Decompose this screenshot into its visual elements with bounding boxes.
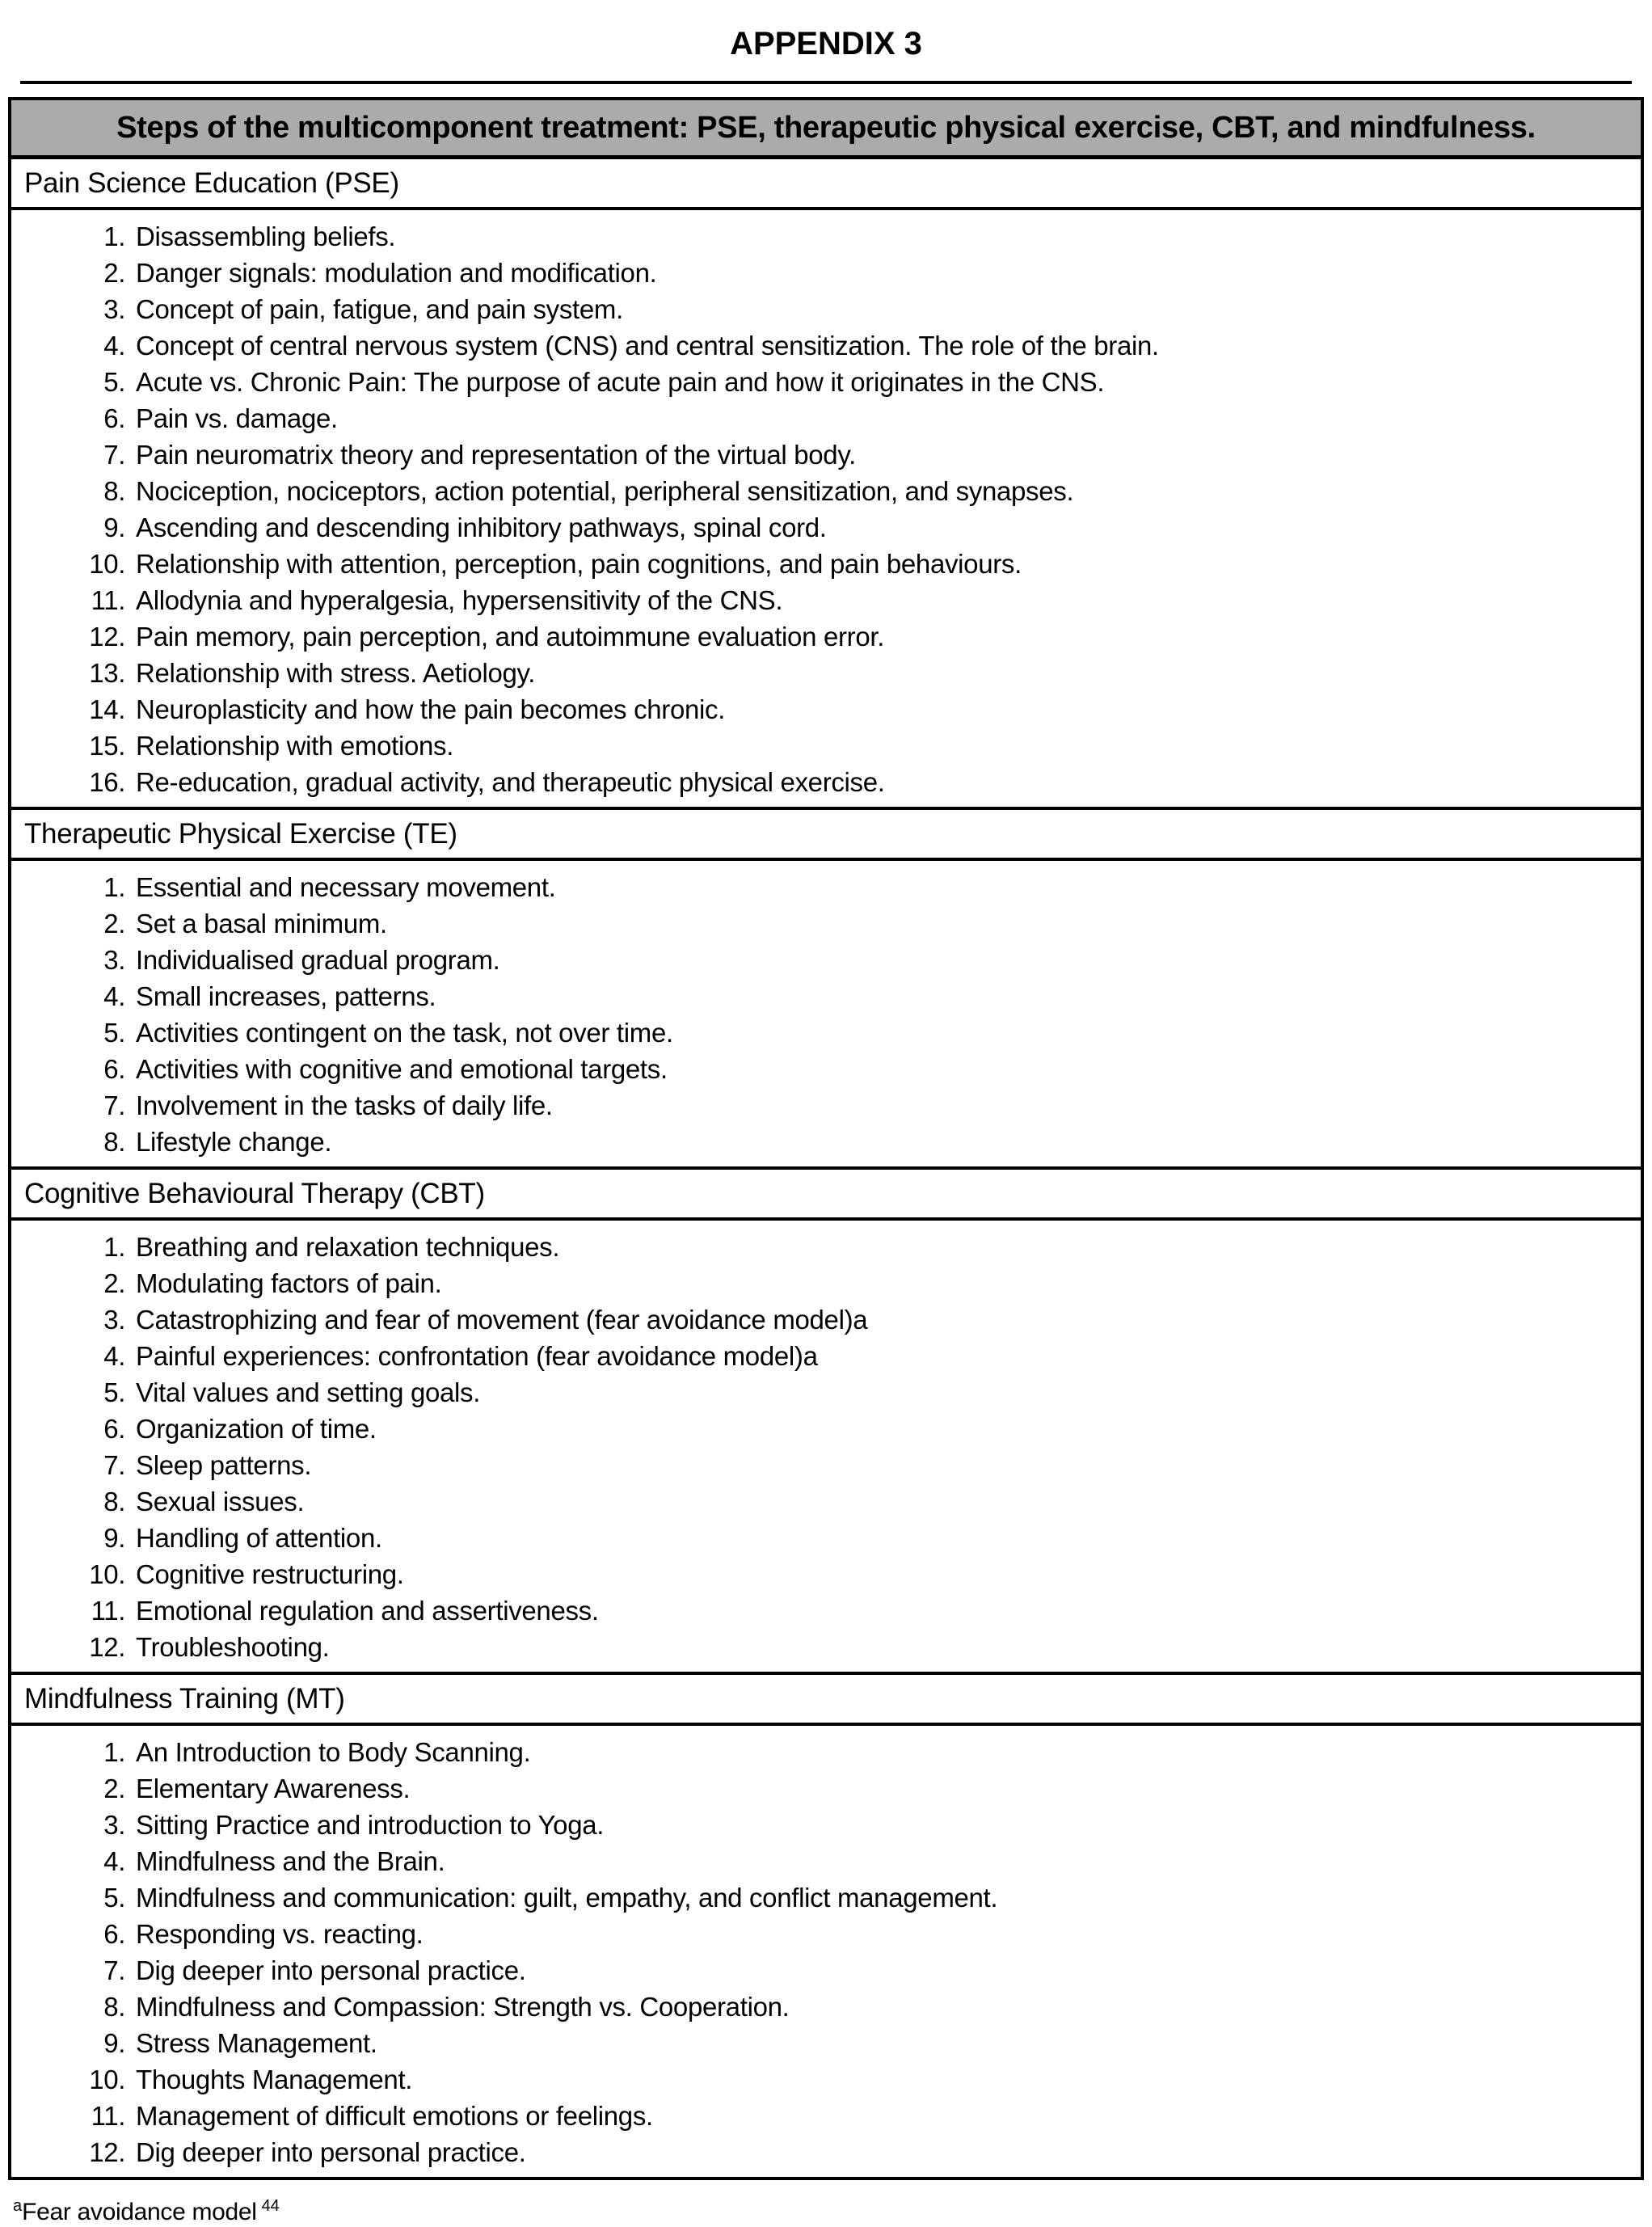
te-item-list [11, 869, 1628, 1160]
list-item: 2. Elementary Awareness. [133, 1770, 1628, 1807]
list-item: 7. Dig deeper into personal practice. [133, 1952, 1628, 1989]
list-item: 11. Allodynia and hyperalgesia, hypersensitivity of the CNS. [133, 582, 1628, 618]
list-item: 3. Individualised gradual program. [133, 942, 1628, 978]
list-item: 4. Painful experiences: confrontation (fear avoidance model)a [133, 1338, 1628, 1374]
section-body-pse [11, 210, 1641, 810]
list-item: 4. Mindfulness and the Brain. [133, 1843, 1628, 1879]
list-item: 1. Breathing and relaxation techniques. [133, 1229, 1628, 1265]
list-item: 5. Vital values and setting goals. [133, 1374, 1628, 1411]
list-item: 7. Involvement in the tasks of daily life. [133, 1087, 1628, 1124]
list-item: 4. Small increases, patterns. [133, 978, 1628, 1014]
footnote [13, 2191, 1652, 2227]
list-item: 1. Essential and necessary movement. [133, 869, 1628, 905]
list-item: 8. Sexual issues. [133, 1483, 1628, 1520]
title-divider [20, 81, 1632, 84]
list-item: 12. Troubleshooting. [133, 1629, 1628, 1665]
list-item: 2. Danger signals: modulation and modification. [133, 255, 1628, 291]
list-item: 3. Catastrophizing and fear of movement (fear avoidance model)a [133, 1301, 1628, 1338]
list-item: 9. Handling of attention. [133, 1520, 1628, 1556]
list-item: 12. Pain memory, pain perception, and autoimmune evaluation error. [133, 618, 1628, 655]
list-item: 16. Re-education, gradual activity, and therapeutic physical exercise. [133, 764, 1628, 800]
list-item: 5. Mindfulness and communication: guilt, empathy, and conflict management. [133, 1879, 1628, 1916]
list-item: 11. Emotional regulation and assertiveness. [133, 1592, 1628, 1629]
list-item: 12. Dig deeper into personal practice. [133, 2134, 1628, 2170]
list-item: 4. Concept of central nervous system (CNS) and central sensitization. The role of the brain. [133, 327, 1628, 364]
list-item: 8. Lifestyle change. [133, 1124, 1628, 1160]
footnote-marker: a [13, 2197, 23, 2215]
list-item: 2. Modulating factors of pain. [133, 1265, 1628, 1301]
list-item: 13. Relationship with stress. Aetiology. [133, 655, 1628, 691]
list-item: 8. Mindfulness and Compassion: Strength vs. Cooperation. [133, 1989, 1628, 2025]
list-item: 6. Responding vs. reacting. [133, 1916, 1628, 1952]
list-item: 1. An Introduction to Body Scanning. [133, 1734, 1628, 1770]
mt-item-list [11, 1734, 1628, 2170]
list-item: 10. Relationship with attention, perception, pain cognitions, and pain behaviours. [133, 546, 1628, 582]
section-header-te: Therapeutic Physical Exercise (TE) [11, 810, 1641, 861]
list-item: 1. Disassembling beliefs. [133, 218, 1628, 255]
section-header-mt: Mindfulness Training (MT) [11, 1675, 1641, 1726]
list-item: 5. Acute vs. Chronic Pain: The purpose of acute pain and how it originates in the CNS. [133, 364, 1628, 400]
list-item: 5. Activities contingent on the task, not over time. [133, 1014, 1628, 1051]
section-body-cbt [11, 1221, 1641, 1675]
section-body-mt [11, 1726, 1641, 2177]
list-item: 6. Activities with cognitive and emotional targets. [133, 1051, 1628, 1087]
list-item: 15. Relationship with emotions. [133, 728, 1628, 764]
list-item: 10. Thoughts Management. [133, 2061, 1628, 2098]
section-body-te [11, 861, 1641, 1170]
treatment-steps-table [8, 97, 1644, 2180]
cbt-item-list [11, 1229, 1628, 1665]
section-header-pse: Pain Science Education (PSE) [11, 159, 1641, 210]
footnote-text: Fear avoidance model [22, 2199, 257, 2225]
list-item: 9. Stress Management. [133, 2025, 1628, 2061]
list-item: 3. Concept of pain, fatigue, and pain system. [133, 291, 1628, 327]
list-item: 7. Pain neuromatrix theory and representation of the virtual body. [133, 437, 1628, 473]
list-item: 2. Set a basal minimum. [133, 905, 1628, 942]
list-item: 8. Nociception, nociceptors, action potential, peripheral sensitization, and synapses. [133, 473, 1628, 509]
list-item: 7. Sleep patterns. [133, 1447, 1628, 1483]
table-title: Steps of the multicomponent treatment: PSE, therapeutic physical exercise, CBT, and mindfulness. [11, 100, 1641, 159]
page-title: APPENDIX 3 [730, 26, 922, 61]
list-item: 6. Organization of time. [133, 1411, 1628, 1447]
list-item: 11. Management of difficult emotions or feelings. [133, 2098, 1628, 2134]
list-item: 10. Cognitive restructuring. [133, 1556, 1628, 1592]
footnote-ref: 44 [261, 2197, 280, 2215]
section-header-cbt: Cognitive Behavioural Therapy (CBT) [11, 1170, 1641, 1221]
list-item: 9. Ascending and descending inhibitory pathways, spinal cord. [133, 509, 1628, 546]
list-item: 3. Sitting Practice and introduction to Yoga. [133, 1807, 1628, 1843]
list-item: 6. Pain vs. damage. [133, 400, 1628, 437]
pse-item-list [11, 218, 1628, 800]
list-item: 14. Neuroplasticity and how the pain becomes chronic. [133, 691, 1628, 728]
